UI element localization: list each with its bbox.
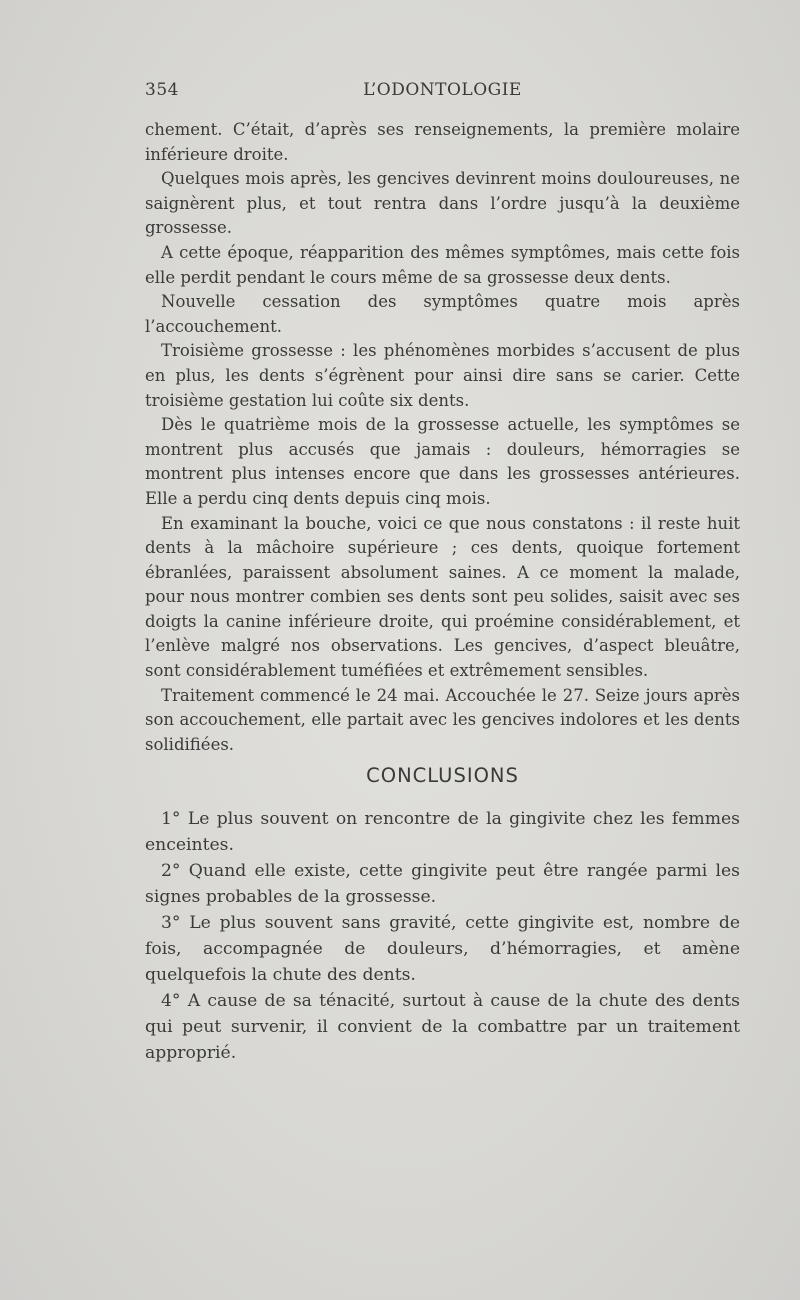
paragraph: Quelques mois après, les gencives devinrent moins douloureuses, ne saignèrent plus, et tout rentra dans l’ordre jusqu’à la deuxième grossesse. <box>145 169 740 238</box>
paragraph: Traitement commencé le 24 mai. Accouchée le 27. Seize jours après son accouchement, elle partait avec les gencives indolores et les dents solidifiées. <box>145 685 740 754</box>
conclusions-list <box>145 806 740 1066</box>
paragraph: En examinant la bouche, voici ce que nous constatons : il reste huit dents à la mâchoire supérieure ; ces dents, quoique fortement ébranlées, paraissent absolument saines. A ce moment la malade, pour nous montrer combien ses dents sont peu solides, saisit avec ses doigts la canine inférieure droite, qui proémine considérablement, et l’enlève malgré nos observations. Les gencives, d’aspect bleuâtre, sont considérablement tuméfiées et extrêmement sensibles. <box>145 513 740 681</box>
page-number: 354 <box>145 80 179 100</box>
conclusion-item: 1° Le plus souvent on rencontre de la gingivite chez les femmes enceintes. <box>145 809 740 855</box>
conclusions-heading: CONCLUSIONS <box>366 764 519 787</box>
running-title: L’ODONTOLOGIE <box>363 80 522 100</box>
paragraph: A cette époque, réapparition des mêmes symptômes, mais cette fois elle perdit pendant le cours même de sa grossesse deux dents. <box>145 242 740 287</box>
paragraph: Nouvelle cessation des symptômes quatre mois après l’accouchement. <box>145 292 740 336</box>
paragraph: chement. C’était, d’après ses renseignements, la première molaire inférieure droite. <box>145 120 740 164</box>
body-text <box>145 118 740 757</box>
conclusion-item: 4° A cause de sa ténacité, surtout à cause de la chute des dents qui peut survenir, il convient de la combattre par un traitement approprié. <box>145 991 740 1063</box>
paragraph: Troisième grossesse : les phénomènes morbides s’accusent de plus en plus, les dents s’égrènent pour ainsi dire sans se carier. Cette troisième gestation lui coûte six dents. <box>145 341 740 410</box>
conclusion-item: 2° Quand elle existe, cette gingivite peut être rangée parmi les signes probables de la grossesse. <box>145 861 740 907</box>
paragraph: Dès le quatrième mois de la grossesse actuelle, les symptômes se montrent plus accusés que jamais : douleurs, hémorragies se montrent plus intenses encore que dans les grossesses antérieures. Elle a perdu cinq dents depuis cinq mois. <box>145 415 740 508</box>
running-header <box>145 80 740 106</box>
conclusion-item: 3° Le plus souvent sans gravité, cette gingivite est, nombre de fois, accompagnée de douleurs, d’hémorragies, et amène quelquefois la chute des dents. <box>145 913 740 985</box>
